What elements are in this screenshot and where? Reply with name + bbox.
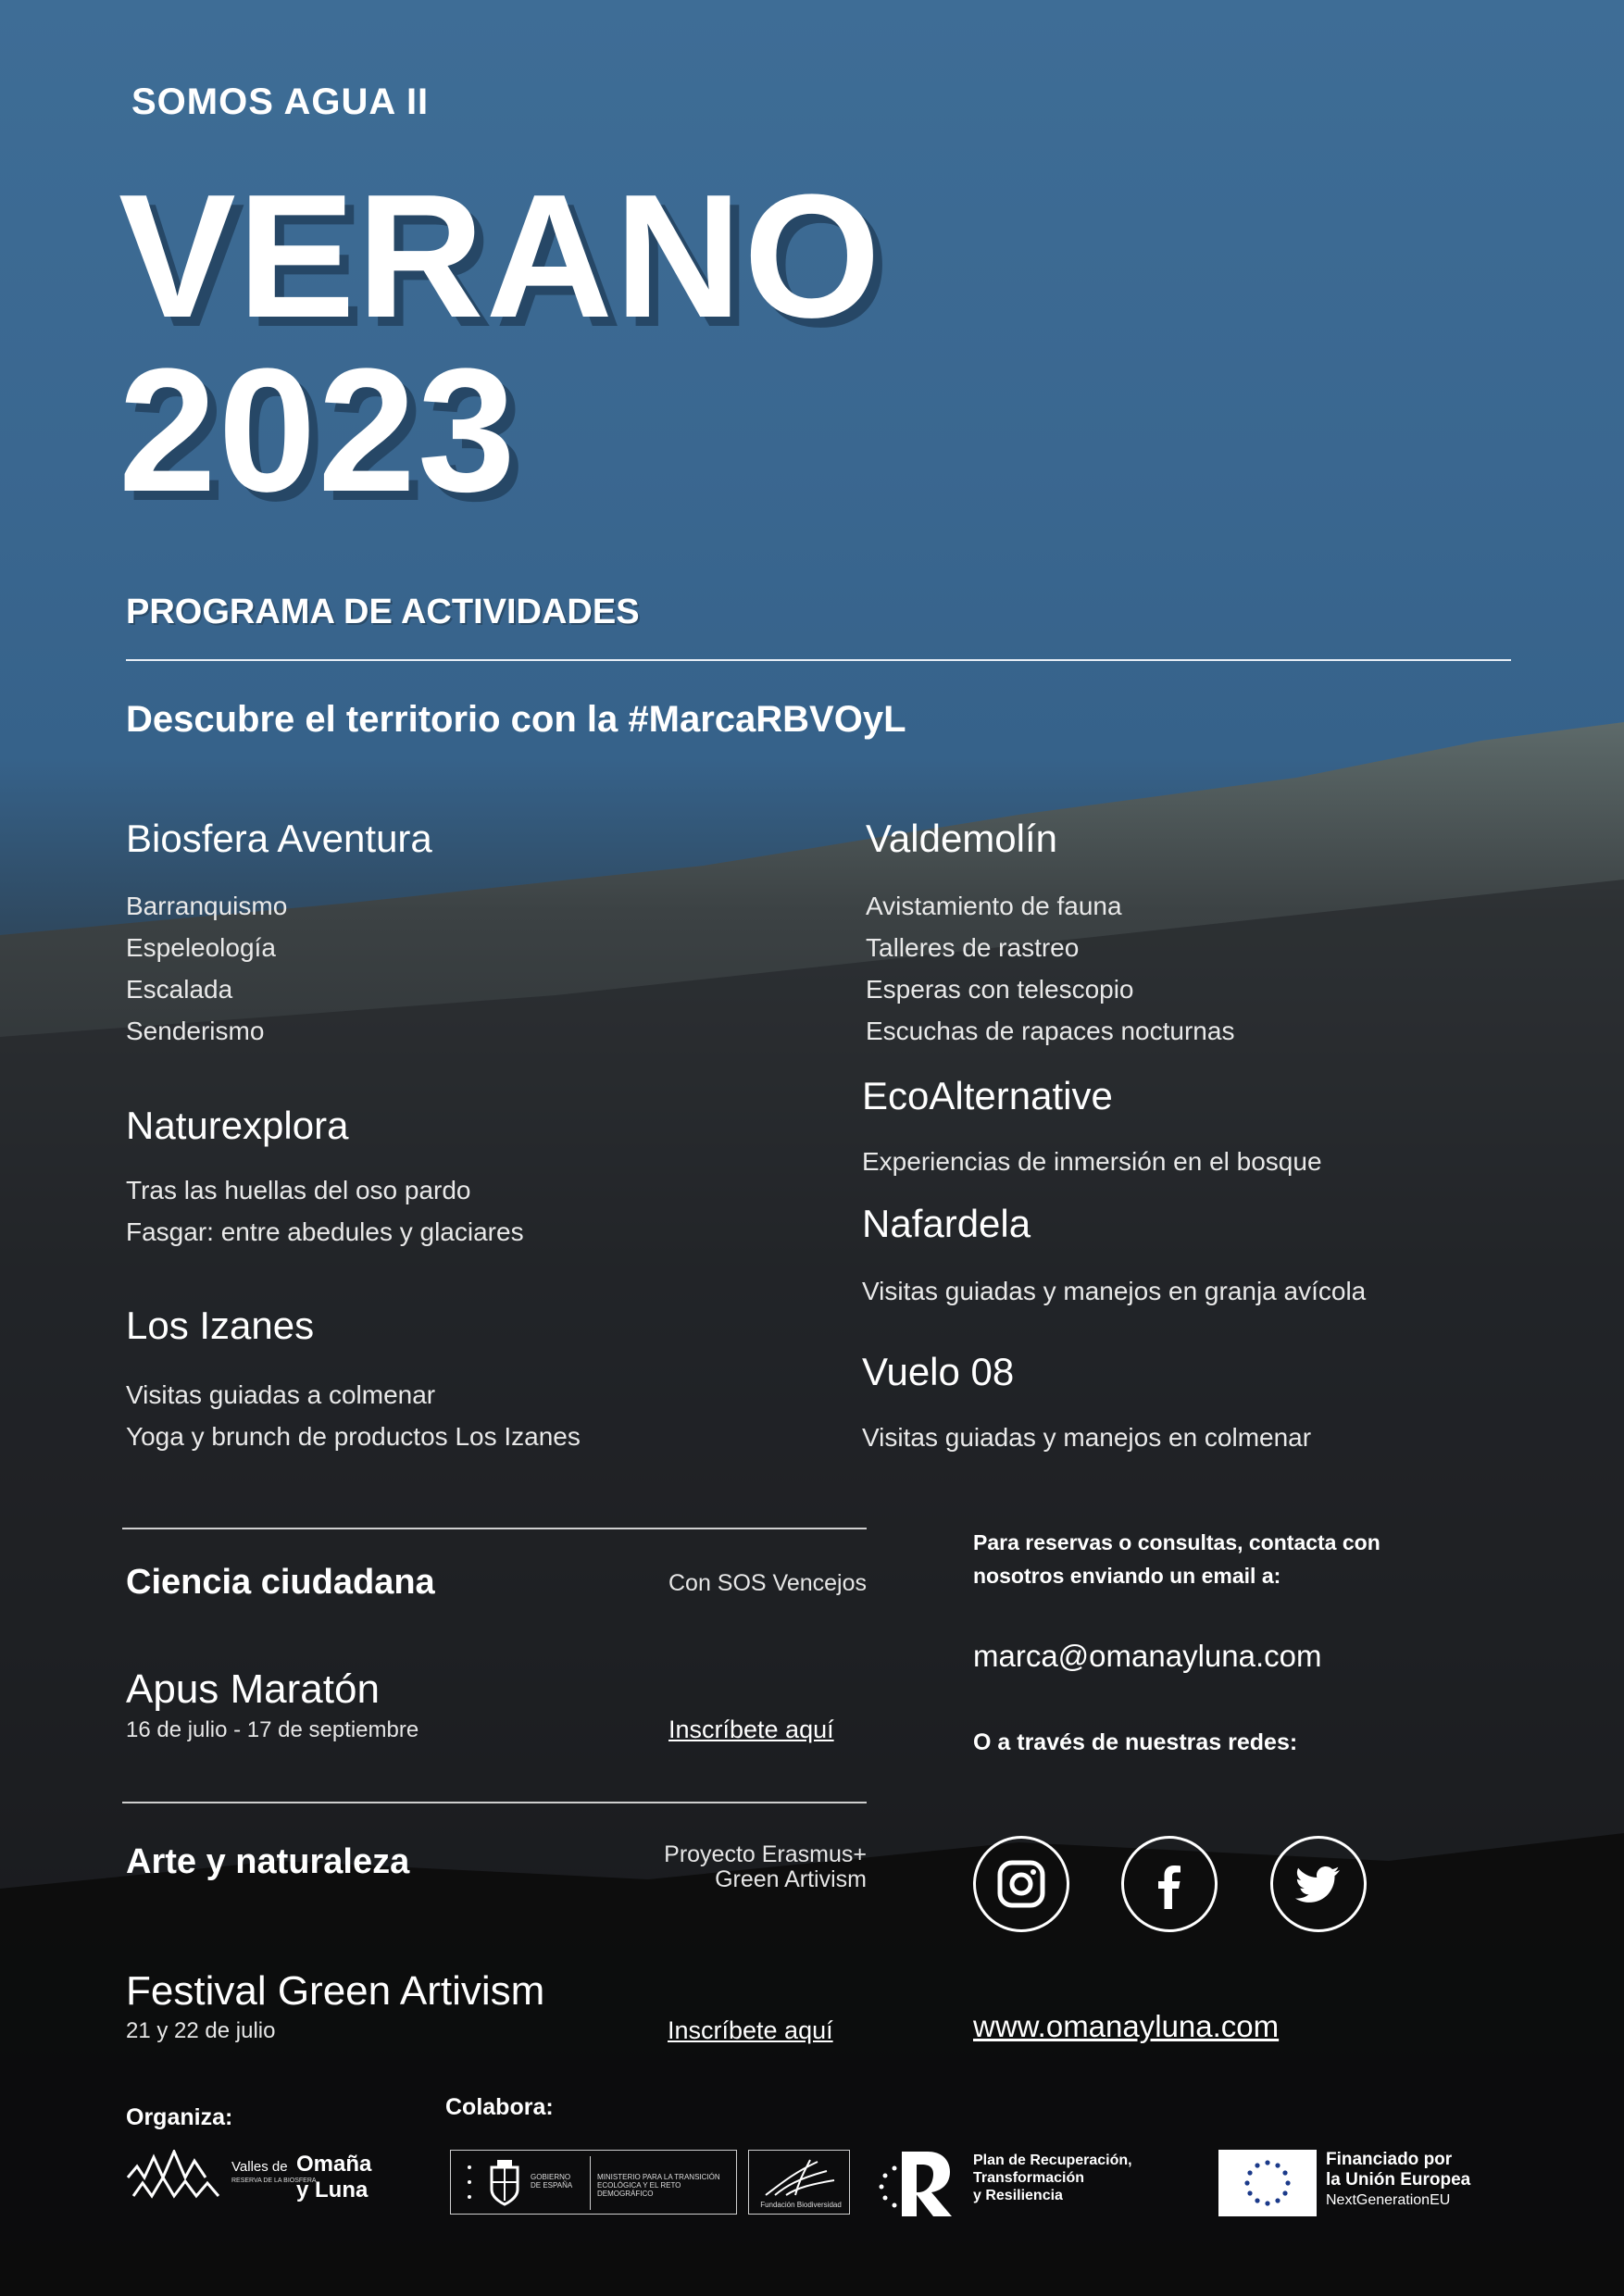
plan-line: Plan de Recuperación, (973, 2152, 1132, 2168)
logo-divider (590, 2156, 591, 2210)
activity-list (126, 1169, 524, 1253)
contact-line: Para reservas o consultas, contacta con (973, 1530, 1380, 1554)
activity-item: Tras las huellas del oso pardo (126, 1176, 471, 1204)
category-los-izanes: Los Izanes (126, 1304, 315, 1347)
activity-item: Fasgar: entre abedules y glaciares (126, 1217, 524, 1246)
twitter-icon (1293, 1859, 1343, 1909)
tagline: Descubre el territorio con la #MarcaRBVOyL (126, 699, 906, 740)
activity-item: Avistamiento de fauna (866, 892, 1122, 920)
event-name: Apus Maratón (126, 1666, 380, 1712)
event-name: Festival Green Artivism (126, 1968, 545, 2014)
gob-text (531, 2173, 572, 2190)
activity-item: Visitas guiadas y manejos en granja avícola (862, 1277, 1367, 1305)
gob-line: DE ESPAÑA (531, 2181, 573, 2190)
valles-omana-luna-logo (126, 2146, 385, 2211)
activity-item: Escuchas de rapaces nocturnas (866, 1017, 1235, 1045)
activity-item: Esperas con telescopio (866, 975, 1134, 1004)
activity-item: Visitas guiadas a colmenar (126, 1380, 436, 1409)
instagram-icon (996, 1859, 1046, 1909)
category-naturexplora: Naturexplora (126, 1104, 349, 1147)
organiza-label: Organiza: (126, 2104, 233, 2130)
category-biosfera-aventura: Biosfera Aventura (126, 817, 432, 860)
plan-recuperacion-text (973, 2152, 1132, 2204)
category-ecoalternative: EcoAlternative (862, 1074, 1113, 1117)
register-link[interactable]: Inscríbete aquí (668, 1716, 834, 1743)
divider (122, 1802, 867, 1803)
activity-item: Barranquismo (126, 892, 288, 920)
event-dates: 16 de julio - 17 de septiembre (126, 1717, 419, 1742)
gob-line: GOBIERNO (531, 2173, 571, 2181)
eu-flag-small-icon (458, 2158, 481, 2206)
activity-item: Talleres de rastreo (866, 933, 1080, 962)
facebook-button[interactable] (1121, 1836, 1218, 1932)
plan-line: y Resiliencia (973, 2188, 1063, 2203)
activity-list (866, 885, 1234, 1052)
coat-of-arms-icon (486, 2158, 523, 2208)
category-vuelo-08: Vuelo 08 (862, 1350, 1015, 1393)
logo-text-big: Omaña (296, 2152, 372, 2177)
logo-text-big: y Luna (296, 2177, 369, 2202)
activity-list (862, 1270, 1366, 1312)
section-partner: Con SOS Vencejos (668, 1570, 867, 1596)
gobierno-espana-logo (450, 2150, 737, 2215)
contact-text (973, 1526, 1455, 1592)
divider (122, 1528, 867, 1529)
social-label: O a través de nuestras redes: (973, 1729, 1298, 1755)
subtitle: SOMOS AGUA II (131, 81, 430, 122)
ue-line: NextGenerationEU (1326, 2192, 1451, 2208)
twitter-button[interactable] (1270, 1836, 1367, 1932)
programa-heading: PROGRAMA DE ACTIVIDADES (126, 593, 640, 631)
eu-flag-logo (1218, 2150, 1317, 2216)
ue-line: Financiado por (1326, 2150, 1453, 2169)
logo-text-small: Valles de (231, 2159, 288, 2175)
title-year: 2023 (119, 332, 518, 529)
partner-line: Proyecto Erasmus+ (664, 1841, 867, 1867)
email-link[interactable]: marca@omanayluna.com (973, 1639, 1322, 1673)
activity-list (862, 1416, 1311, 1458)
event-dates: 21 y 22 de julio (126, 2018, 276, 2043)
activity-item: Yoga y brunch de productos Los Izanes (126, 1422, 581, 1451)
section-heading-arte: Arte y naturaleza (126, 1842, 410, 1881)
activity-list (126, 1374, 581, 1457)
website-link[interactable]: www.omanayluna.com (973, 2009, 1280, 2043)
activity-item: Visitas guiadas y manejos en colmenar (862, 1423, 1312, 1452)
mountains-logo-icon (126, 2150, 228, 2205)
activity-item: Senderismo (126, 1017, 265, 1045)
section-heading-ciencia: Ciencia ciudadana (126, 1563, 435, 1602)
divider (126, 659, 1511, 661)
activity-item: Espeleología (126, 933, 276, 962)
fundacion-biodiversidad-logo (748, 2150, 850, 2215)
eu-stars-icon (1240, 2155, 1295, 2211)
category-valdemolin: Valdemolín (866, 817, 1058, 860)
activity-list (862, 1141, 1322, 1182)
biodiversidad-grass-icon (762, 2156, 838, 2197)
activity-item: Experiencias de inmersión en el bosque (862, 1147, 1322, 1176)
instagram-button[interactable] (973, 1836, 1069, 1932)
title-verano: VERANO (119, 158, 882, 355)
ministerio-text: MINISTERIO PARA LA TRANSICIÓN ECOLÓGICA Y EL RETO DEMOGRÁFICO (597, 2173, 720, 2198)
fundacion-text: Fundación Biodiversidad (760, 2201, 842, 2209)
register-link[interactable]: Inscríbete aquí (668, 2016, 833, 2044)
facebook-icon (1144, 1859, 1194, 1909)
colabora-label: Colabora: (445, 2094, 554, 2120)
ue-text (1326, 2150, 1470, 2211)
activity-list (126, 885, 287, 1052)
category-nafardela: Nafardela (862, 1202, 1031, 1245)
section-partner (583, 1842, 867, 1892)
plan-line: Transformación (973, 2170, 1085, 2186)
partner-line: Green Artivism (715, 1866, 867, 1892)
logo-text-tiny: RESERVA DE LA BIOSFERA (231, 2177, 317, 2184)
contact-line: nosotros enviando un email a: (973, 1564, 1281, 1588)
activity-item: Escalada (126, 975, 233, 1004)
ue-line: la Unión Europea (1326, 2170, 1471, 2190)
plan-recuperacion-logo-icon (874, 2148, 959, 2218)
